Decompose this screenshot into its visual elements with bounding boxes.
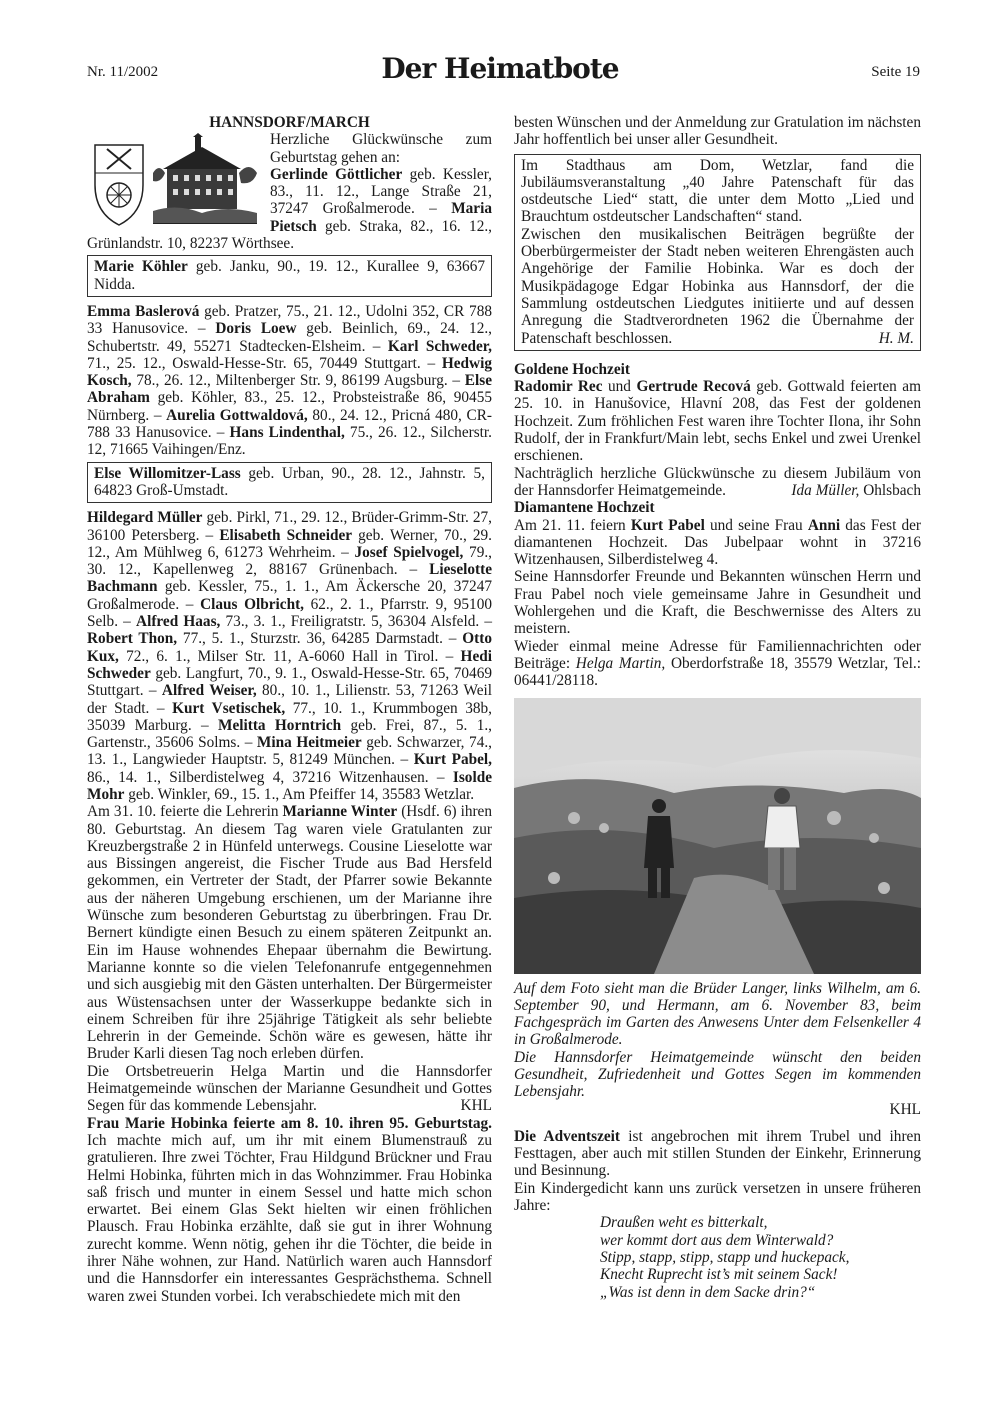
details: geb. Frei, 87., 5. 1., Gartenstr., 35606 Solms. – [87, 716, 492, 752]
details: geb. Pirkl, 71., 29. 12., Brüder-Grimm-Str. 27, 36100 Petersberg. – [87, 509, 493, 544]
signature-place: Ohlsbach [859, 481, 921, 499]
name: Kurt Pabel [630, 516, 705, 534]
name: Josef Spielvogel, [354, 543, 464, 561]
text: (Hsdf. 6) ihren 80. Geburtstag. An diesem Tag waren viele Gratulanten zur Kreuzbergstraße 2 in Hünfeld unterwegs. Cousine Lieselotte war aus Bissingen angereist, die Fischer Trude aus Bad Hersfeld gekommen, ein Vertreter der Stadt, der Pfarrer sowie Bekannte aus der näheren Umgebung erschienen, um der Marianne ihre Wünsche zum besonderen Geburtstag zu überbringen. Frau Dr. Bernert kündigte einen Besuch zu einem späteren Zeitpunkt an. Ein im Hause wohnendes Ehepaar übernahm die Bewirtung. Marianne konnte so die vielen Telefonanrufe entgegennehmen und sich ausgiebig mit den Gästen unterhalten. Der Bürgermeister aus Wüstensachsen unter der Wasserkuppe bedankte sich in einem Schreiben für ihre 25jährige Tätigkeit als sehr beliebte Lehrerin in der Gemeinde. Schön wäre es gewesen, hätte ihr Bruder Karli diesen Tag noch erleben dürfen. [87, 803, 492, 1063]
text: Am 31. 10. feierte die Lehrerin [87, 803, 283, 821]
advent-intro [514, 1128, 921, 1180]
details: geb. Winkler, 69., 15. 1., Am Pfeiffer 14, 35583 Wetzlar. [124, 785, 475, 803]
details: 77., 5. 1., Sturzstr. 36, 64285 Darmstadt. – [177, 630, 463, 648]
text: Wieder einmal meine Adresse für Familiennachrichten oder Beiträge: [514, 637, 921, 672]
poem-line: Stipp, stapp, stipp, stapp und huckepack, [600, 1248, 850, 1266]
contact-name: Helga Martin, [575, 654, 666, 672]
hobinka-article [87, 1115, 492, 1305]
jubilee-p2 [521, 226, 914, 347]
name: Kurt Pabel, [413, 751, 493, 769]
details: geb. Urban, 90., 28. 12., Jahnstr. 5, 64823 Groß-Umstadt. [94, 464, 485, 499]
signature: KHL [460, 1097, 492, 1115]
name: Melitta Horntrich [218, 716, 342, 734]
name: Claus Olbricht, [200, 595, 304, 613]
name: Else Abraham [87, 372, 492, 407]
details: geb. Köhler, 83., 25. 12., Probsteistraße 86, 90455 Nürnberg. – [87, 389, 492, 424]
headline: Die Adventszeit [514, 1127, 620, 1145]
text: Am 21. 11. feiern [514, 516, 631, 534]
details: 71., 25. 12., Oswald-Hesse-Str. 65, 70449 Stuttgart. – [87, 354, 442, 372]
signature: H. M. [878, 329, 914, 347]
name: Gertrude Recová [636, 378, 751, 396]
section-heading-diamond-wedding: Diamantene Hochzeit [514, 499, 655, 517]
details: 75., 26. 12., Silcherstr. 12, 71665 Vaihingen/Enz. [87, 424, 492, 459]
details: 72., 6. 1., Milser Str. 11, A-6060 Hall in Tirol. – [118, 647, 461, 665]
name: Hildegard Müller [87, 509, 203, 527]
name: Marianne Winter [282, 803, 398, 821]
name: Hedi Schweder [87, 647, 492, 682]
name: Anni [807, 516, 841, 534]
issue-number: Nr. 11/2002 [87, 64, 159, 80]
poem-line: wer kommt dort aus dem Winterwald? [600, 1231, 834, 1249]
section-heading-golden-wedding: Goldene Hochzeit [514, 360, 630, 378]
details: geb. Janku, 90., 19. 12., Kurallee 9, 63667 Nidda. [94, 258, 485, 293]
highlight-box-koehler [87, 255, 492, 297]
poem-line: „Was ist denn in dem Sacke drin?“ [600, 1283, 816, 1301]
text: Ich machte mich auf, um ihr mit einem Blumenstrauß zu gratulieren. Ihre zwei Töchter, Frau Hildgund Brückner und Frau Helmi Hobinka, führten mich in das Wohnzimmer. Frau Hobinka saß frisch und munter in einem Sessel und hatte mich schon erwartet. Bei einem Glas Sekt hielten wir einen fröhlichen Plausch. Frau Hobinka erzählte, daß sie gut in ihrer Wohnung zurecht komme. Wenn nötig, gehen ihr die Töchter, die beide in ihrer Nähe wohnen, zur Hand. Natürlich waren auch Hannsdorf und die Hannsdorfer ein interessantes Gesprächsthema. Schnell waren zwei Stunden vorbei. Ich verabschiedete mich mit den [87, 1131, 492, 1305]
details: 73., 3. 1., Freiligratstr. 5, 36304 Alsfeld. – [220, 613, 492, 631]
poem-line: Draußen weht es bitterkalt, [600, 1214, 768, 1232]
advent-p2: Ein Kindergedicht kann uns zurück versetzen in unsere früheren Jahre: [514, 1179, 921, 1215]
hobinka-continued: besten Wünschen und der Anmeldung zur Gratulation im nächsten Jahr hoffentlich bei unser aller Gesundheit. [514, 114, 921, 149]
diamond-wedding-wishes: Seine Hannsdorfer Freunde und Bekannten wünschen Herrn und Frau Pabel noch viele gemeinsame Jahre in Gesundheit und Wohlergehen und die Kraft, die Beschwernisse des Alters zu meistern. [514, 568, 921, 638]
winter-wishes [87, 1063, 492, 1115]
caption-signature: KHL [889, 1100, 921, 1118]
details: geb. Beinlich, 69., 24. 12., Schubertstr. 49, 55271 Stadtecken-Elsheim. – [87, 320, 493, 355]
details: geb. Schwarzer, 74., 13. 1., Langwieder Hauptstr. 5, 81249 München. – [87, 734, 492, 769]
details: 80., 24. 12., Pricná 480, CR-788 33 Hanusovice. – [87, 406, 493, 442]
details: geb. Werner, 70., 29. 12., Am Mühlweg 6, 61273 Wehrheim. – [87, 526, 493, 561]
right-column [514, 114, 921, 1301]
photo-caption-wishes: Die Hannsdorfer Heimatgemeinde wünscht den beiden Gesundheit, Zufriedenheit und Gottes Segen im kommenden Lebensjahr. [514, 1048, 921, 1101]
contact-address [514, 638, 921, 690]
details: geb. Straka, 82., 16. 12., Grünlandstr. 10, 82237 Wörthsee. [87, 217, 492, 253]
golden-wedding-wishes [514, 465, 921, 500]
details: geb. Kessler, 83., 11. 12., Lange Straße 21, 37247 Großalmerode. – [270, 165, 492, 218]
details: 78., 26. 12., Miltenberger Str. 9, 86199 Augsburg. – [131, 372, 465, 390]
text: Die Ortsbetreuerin Helga Martin und die Hannsdorfer Heimatgemeinde wünschen der Marianne Gesundheit und Gottes Segen für das kommende Lebensjahr. [87, 1062, 492, 1115]
birthday-list-3 [87, 509, 492, 803]
details: 86., 14. 1., Silberdistelweg 4, 37216 Witzenhausen. – [87, 768, 453, 786]
details: 80., 10. 1., Lilienstr. 53, 71263 Weil der Stadt. – [87, 682, 493, 717]
section-heading-hannsdorf: HANNSDORF/MARCH [209, 114, 370, 131]
name: Gerlinde Göttlicher [270, 165, 403, 183]
jubilee-box [514, 154, 921, 351]
name: Robert Thon, [87, 630, 178, 648]
masthead-title: Der Heimatbote [381, 52, 619, 85]
jubilee-p1: Im Stadthaus am Dom, Wetzlar, fand die Jubiläumsveranstaltung „40 Jahre Patenschaft für das ostdeutsche Lied“ statt, die unter dem Motto „Lied und Brauchtum ostdeutscher Landschaften“ stand. [521, 156, 914, 226]
left-column [87, 114, 492, 1305]
text: Zwischen den musikalischen Beiträgen begrüßte der Oberbürgermeister der Stadt neben weiteren Ehrengästen auch Angehörige der Familie Hobinka. War es doch der Musikpädagoge Edgar Hobinka aus Hannsdorf, der die Sammlung ostdeutschen Liedgutes initiierte und auf dessen Anregung die Stadtverordneten 1962 die Übernahme der Patenschaft beschlossen. [521, 225, 914, 347]
name: Otto Kux, [87, 630, 492, 665]
details: geb. Langfurt, 70., 9. 1., Oswald-Hesse-Str. 65, 70469 Stuttgart. – [87, 664, 492, 700]
name: Isolde Mohr [87, 768, 492, 803]
details: 79., 30. 12., Kapellenweg 2, 88167 Grünenbach. – [87, 543, 492, 579]
name: Lieselotte Bachmann [87, 561, 492, 596]
highlight-box-willomitzer [87, 462, 492, 504]
text: Nachträglich herzliche Glückwünsche zu diesem Jubiläum von der Hannsdorfer Heimatgemeinde. [514, 464, 921, 499]
details: 62., 2. 1., Pfarrstr. 9, 95100 Selb. – [87, 595, 493, 631]
name: Karl Schweder, [387, 337, 492, 355]
birthday-intro: Herzliche Glückwünsche zum Geburtstag gehen an: [270, 131, 492, 166]
poem-line: Knecht Ruprecht ist’s mit seinem Sack! [600, 1266, 838, 1284]
text: das Fest der diamantenen Hochzeit. Das Jubelpaar wohnt in 37216 Witzenhausen, Silberdistelweg 4. [514, 516, 921, 569]
name: Alfred Haas, [136, 613, 221, 631]
text: geb. Gottwald feierten am 25. 10. in Hanušovice, Hlavní 208, das Fest der goldenen Hochzeit. Zum fröhlichen Fest waren ihre Tochter Ilona, ihr Sohn Rudolf, der in Frankfurt/Main lebt, sechs Enkel und zwei Urenkel erschienen. [514, 378, 921, 465]
name: Alfred Weiser, [161, 682, 257, 700]
name: Radomir Rec [514, 378, 603, 396]
text: ist angebrochen mit ihrem Trubel und ihren Festtagen, aber auch mit stillen Stunden der Einkehr, Erinnerung und Besinnung. [514, 1127, 921, 1180]
details: geb. Kessler, 75., 1. 1., Am Äckersche 20, 37247 Großalmerode. – [87, 578, 492, 613]
photo-caption: Auf dem Foto sieht man die Brüder Langer, links Wilhelm, am 6. September 90, und Hermann, am 6. November 83, beim Fachgespräch im Garten des Anwesens Unter dem Felsenkeller 4 in Großalmerode. [514, 979, 921, 1049]
name: Elisabeth Schneider [219, 526, 353, 544]
winter-article [87, 803, 492, 1062]
garden-photo [514, 698, 921, 974]
name: Emma Baslerová [87, 302, 200, 320]
diamond-wedding-text [514, 517, 921, 569]
details: 77., 10. 1., Krummbogen 38b, 35039 Marburg. – [87, 699, 492, 734]
poem [514, 1214, 921, 1300]
name: Aurelia Gottwaldová, [166, 406, 308, 424]
text: und [602, 378, 637, 396]
signature-name: Ida Müller, [791, 481, 860, 499]
name: Hedwig Kosch, [87, 354, 492, 390]
details: geb. Pratzer, 75., 21. 12., Udolni 352, CR 788 33 Hanusovice. – [87, 302, 492, 338]
birthday-list-2 [87, 303, 492, 459]
name: Hans Lindenthal, [229, 424, 345, 442]
text: Oberdorfstraße 18, 35579 Wetzlar, Tel.: 06441/28118. [514, 654, 922, 690]
coat-of-arms-and-castle-image [87, 133, 262, 229]
name: Kurt Vsetischek, [172, 699, 286, 717]
name: Mina Heitmeier [256, 734, 362, 752]
name: Else Willomitzer-Lass [94, 464, 241, 482]
golden-wedding-text [514, 378, 921, 464]
name: Doris Loew [215, 320, 297, 338]
text: und seine Frau [704, 516, 808, 534]
page-number: Seite 19 [871, 64, 920, 80]
name: Maria Pietsch [270, 200, 492, 235]
name: Marie Köhler [94, 258, 188, 276]
headline: Frau Marie Hobinka feierte am 8. 10. ihren 95. Geburtstag. [87, 1114, 492, 1132]
